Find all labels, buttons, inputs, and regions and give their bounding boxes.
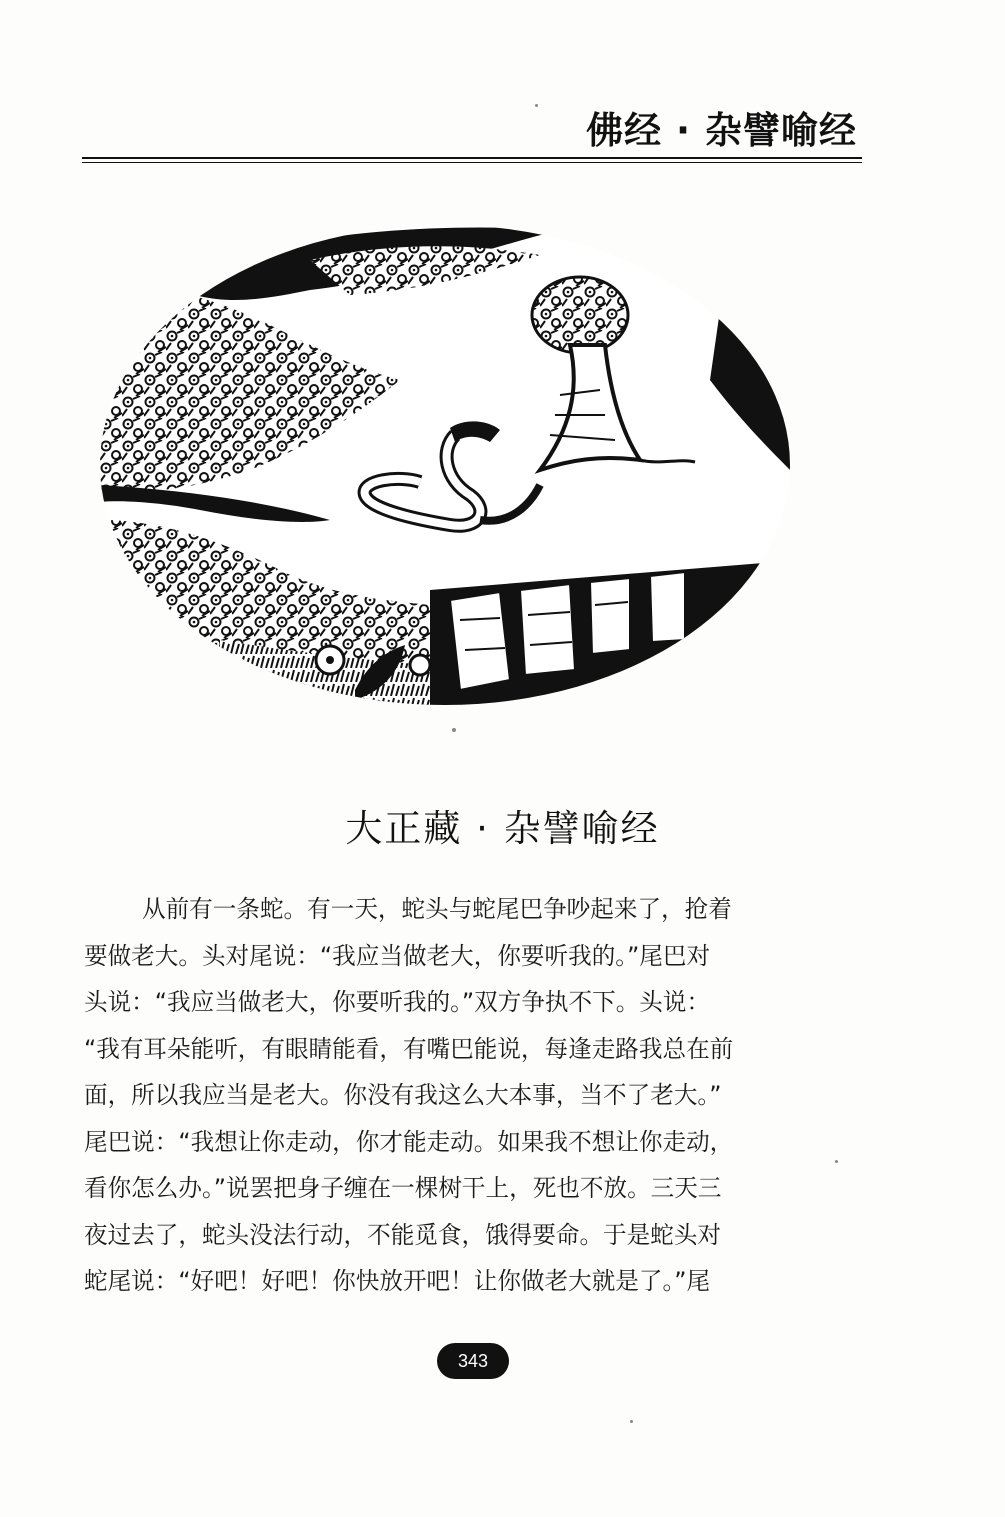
scan-speck [535, 104, 538, 107]
body-paragraph [84, 886, 824, 1305]
page-number-badge: 343 [437, 1343, 509, 1379]
body-line: 尾巴说：“我想让你走动，你才能走动。如果我不想让你走动， [84, 1127, 734, 1156]
body-line: 头说：“我应当做老大，你要听我的。”双方争执不下。头说： [84, 988, 711, 1016]
body-line: 看你怎么办。”说罢把身子缠在一棵树干上，死也不放。三天三 [84, 1174, 722, 1202]
section-title: 大正藏 · 杂譬喻经 [345, 807, 660, 850]
illustration-scene [100, 220, 800, 710]
scan-speck [452, 728, 456, 732]
scan-speck [630, 1420, 633, 1423]
body-line: 蛇尾说：“好吧！好吧！你快放开吧！让你做老大就是了。”尾 [84, 1267, 711, 1295]
body-line: 要做老大。头对尾说：“我应当做老大，你要听我的。”尾巴对 [84, 941, 711, 970]
body-line: 面，所以我应当是老大。你没有我这么大本事，当不了老大。” [84, 1081, 722, 1109]
header-rule-thin [82, 162, 862, 163]
header-rule-thick [82, 157, 862, 159]
body-line: “我有耳朵能听，有眼睛能看，有嘴巴能说，每逢走路我总在前 [84, 1034, 734, 1063]
snake-under-tree-illustration [100, 220, 800, 710]
running-header: 佛经 · 杂譬喻经 [586, 109, 857, 152]
body-line: 从前有一条蛇。有一天，蛇头与蛇尾巴争吵起来了，抢着 [142, 895, 732, 923]
scan-speck [835, 1160, 838, 1163]
body-line: 夜过去了，蛇头没法行动，不能觅食，饿得要命。于是蛇头对 [84, 1220, 722, 1249]
